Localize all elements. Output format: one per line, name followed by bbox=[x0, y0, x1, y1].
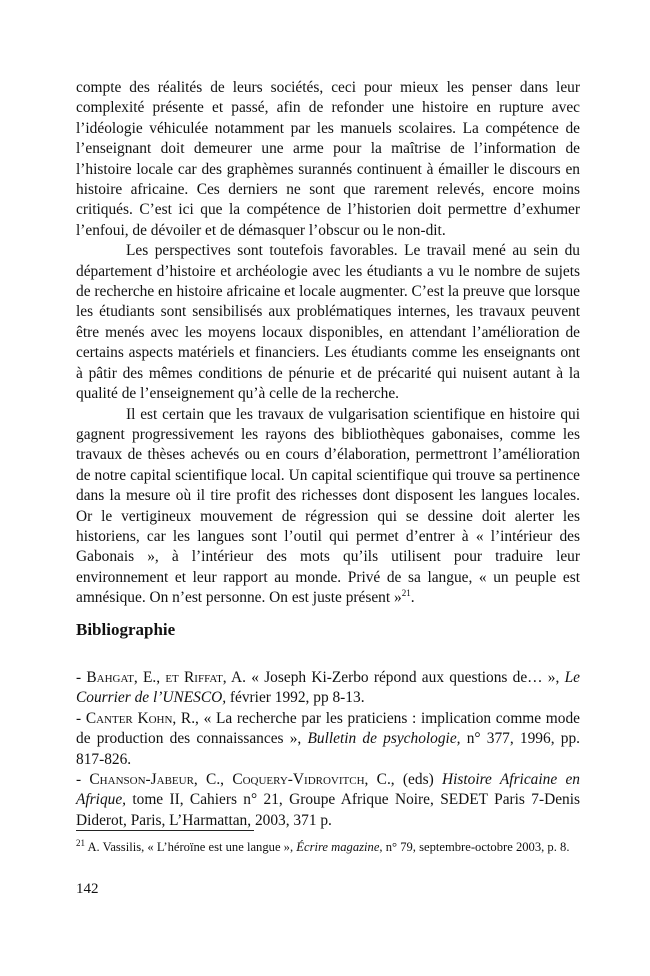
entry-title: (eds) bbox=[394, 771, 442, 789]
section-title: Bibliographie bbox=[76, 620, 176, 639]
entry-authors: Bahgat, E., et Riffat, A. bbox=[86, 669, 247, 686]
entry-prefix: - bbox=[76, 709, 86, 727]
entry-journal: Bulletin de psychologie, bbox=[307, 730, 461, 748]
footnote-journal: Écrire magazine bbox=[296, 840, 380, 854]
entry-journal: Histoire Africaine en Afrique, bbox=[76, 771, 580, 809]
footnote-text-after: , n° 79, septembre-octobre 2003, p. 8. bbox=[379, 840, 570, 854]
paragraph-3-text: Il est certain que les travaux de vulgarisation scientifique en histoire qui gagnent progressivement les rayons des bibliothèques gabonaises, comme les travaux de thèses achevés ou en cours d’élaboration, permettront l’amélioration de notre capital scientifique local. Un capital scientifique qui trouve sa pertinence dans la mesure où il tire profit des richesses dont disposent les langues locales. Or le vertigineux mouvement de régression qui se dessine doit alerter les historiens, car les langues sont l’outil qui permet d’entrer à « l’intérieur des Gabonais », à l’intérieur des mots qu’ils utilisent pour traduire leur environnement et leur rapport au monde. Privé de sa langue, « un peuple est amnésique. On n’est personne. On est juste présent » bbox=[76, 405, 580, 607]
entry-prefix: - bbox=[76, 771, 90, 789]
entry-authors: Canter Kohn, R., bbox=[85, 709, 199, 727]
bibliography-entry bbox=[76, 770, 580, 831]
paragraph-2: Les perspectives sont toutefois favorables. Le travail mené au sein du département d’histoire et archéologie avec les étudiants a vu le nombre de sujets de recherche en histoire africaine et locale augmenter. C’est la preuve que lorsque les étudiants sont sensibilisés aux problématiques internes, les travaux peuvent être menés avec les moyens locaux disponibles, en attendant l’amélioration de certains aspects matériels et financiers. Les étudiants comme les enseignants ont à pâtir des mêmes conditions de pénurie et de précarité qui nuisent autant à la qualité de l’enseignement qu’à celle de la recherche. bbox=[76, 242, 580, 403]
entry-details: tome II, Cahiers n° 21, Groupe Afrique Noire, SEDET Paris 7-Denis Diderot, Paris, L’Harmattan, 2003, 371 p. bbox=[76, 791, 580, 829]
bibliography-entry bbox=[76, 668, 580, 709]
footnote-separator bbox=[76, 830, 254, 831]
entry-title: « Joseph Ki-Zerbo répond aux questions de… », bbox=[246, 669, 565, 686]
main-text bbox=[76, 78, 580, 609]
entry-authors: Chanson-Jabeur, C., Coquery-Vidrovitch, C., bbox=[89, 771, 395, 789]
footnote-reference-21[interactable]: 21 bbox=[401, 588, 411, 599]
footnote-21 bbox=[76, 838, 580, 856]
entry-prefix: - bbox=[76, 669, 87, 686]
footnote-number: 21 bbox=[76, 837, 85, 848]
entry-title: « La recherche par les praticiens : implication comme mode de production des connaissances », bbox=[76, 709, 580, 748]
entry-details: février 1992, pp 8-13. bbox=[226, 689, 365, 707]
bibliography-list bbox=[76, 668, 580, 831]
paragraph-1: compte des réalités de leurs sociétés, ceci pour mieux les penser dans leur complexité présente et passé, afin de refonder une histoire en rupture avec l’idéologie véhiculée notamment par les manuels scolaires. La compétence de l’enseignant doit demeurer une arme pour la maîtrise de l’information de l’histoire locale car des graphèmes surannés continuent à émailler le discours en histoire africaine. Ces derniers ne sont que rarement relevés, encore moins critiqués. C’est ici que la compétence de l’historien doit permettre d’exhumer l’enfoui, de dévoiler et de démasquer l’obscur ou le non-dit. bbox=[76, 79, 580, 239]
footnote-text-before: A. Vassilis, « L’héroïne est une langue », bbox=[85, 840, 297, 854]
entry-journal: Le Courrier de l’UNESCO, bbox=[76, 669, 580, 707]
page-number: 142 bbox=[76, 881, 99, 897]
bibliography-entry bbox=[76, 709, 580, 770]
entry-details: n° 377, 1996, pp. 817-826. bbox=[76, 730, 580, 768]
paragraph-3: Il est certain que les travaux de vulgarisation scientifique en histoire qui gagnent progressivement les rayons des bibliothèques gabonaises, comme les travaux de thèses achevés ou en cours d’élaboration, permettront l’amélioration de notre capital scientifique local. Un capital scientifique qui trouve sa pertinence dans la mesure où il tire profit des richesses dont disposent les langues locales. Or le vertigineux mouvement de régression qui se dessine doit alerter les historiens, car les langues sont l’outil qui permet d’entrer à « l’intérieur des Gabonais », à l’intérieur des mots qu’ils utilisent pour traduire leur environnement et leur rapport au monde. Privé de sa langue, « un peuple est amnésique. On n’est personne. On est juste présent »$^{21}$. bbox=[76, 405, 580, 607]
